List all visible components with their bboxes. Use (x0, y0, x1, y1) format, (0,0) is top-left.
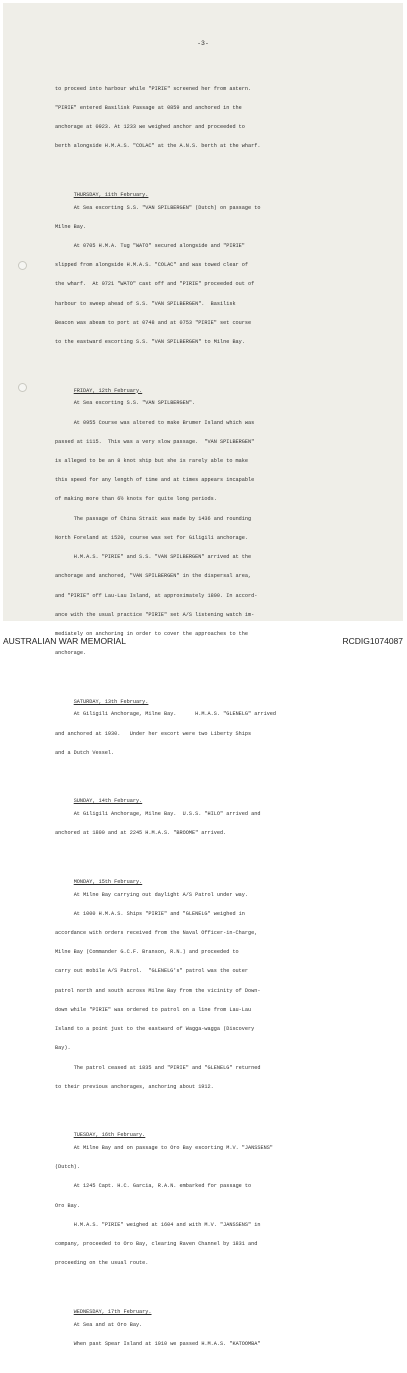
text-line: Beacon was abeam to port at 0748 and at 0753 "PIRIE" set course (55, 319, 252, 326)
entry-heading: SATURDAY, 13th February. (73, 698, 149, 705)
text-line: mediately on anchoring in order to cover the approaches to the (55, 630, 249, 637)
entry-heading: MONDAY, 15th February. (73, 878, 143, 885)
text-line: to the eastward escorting S.S. "VAN SPILBERGEN" to Milne Bay. (55, 339, 245, 346)
text-line: proceeding on the usual route. (55, 1260, 149, 1267)
text-line: accordance with orders received from the Naval Officer-in-Charge, (55, 930, 258, 936)
text-line: Oro Bay. (55, 1202, 80, 1209)
text-line: carry out mobile A/S Patrol. "GLENELG's" patrol was the outer (55, 968, 249, 975)
text-line: (Dutch). (55, 1164, 80, 1171)
text-line: anchorage. (55, 650, 87, 657)
text-line: When past Spear Island at 1010 we passed H.M.A.S. "KATOOMBA" (55, 1340, 261, 1347)
entry-heading: TUESDAY, 16th February. (73, 1132, 146, 1139)
text-line: At 1245 Capt. H.C. Garcia, R.A.N. embarked for passage to (55, 1183, 252, 1190)
text-line: the wharf. At 0721 "WATO" cast off and "PIRIE" proceeded out of (55, 281, 255, 288)
text-line: At Milne Bay and on passage to Oro Bay escorting M.V. "JANSSENS" (55, 1145, 273, 1151)
intro-paragraph (55, 73, 391, 163)
text-line: patrol north and south across Milne Bay from the vicinity of Down- (55, 987, 261, 994)
punch-hole-bottom (18, 383, 27, 392)
text-line: The passage of China Strait was made by 1436 and rounding (55, 515, 252, 522)
text-line: passed at 1115. This was a very slow passage. "VAN SPILBERGEN" (55, 438, 255, 445)
text-line: H.M.A.S. "PIRIE" and S.S. "VAN SPILBERGEN" arrived at the (55, 554, 252, 561)
text-line: anchored at 1800 and at 2245 H.M.A.S. "BROOME" arrived. (55, 830, 227, 837)
entry-heading: WEDNESDAY, 17th February. (73, 1308, 152, 1315)
text-line: is alleged to be an 8 knot ship but she is rarely able to make (55, 457, 249, 464)
text-line: At Sea escorting S.S. "VAN SPILBERGEN" (Dutch) on passage to (55, 204, 261, 211)
entry-thursday (55, 182, 391, 359)
text-line: The patrol ceased at 1835 and "PIRIE" and "GLENELG" returned (55, 1064, 261, 1071)
document-body (55, 60, 391, 1373)
text-line: At Sea and at Oro Bay. (55, 1321, 143, 1328)
entry-heading: FRIDAY, 12th February. (73, 387, 143, 394)
text-line: company, proceeded to Oro Bay, clearing Raven Channel by 1831 and (55, 1241, 258, 1248)
entry-heading: THURSDAY, 11th February. (73, 191, 149, 198)
archive-credit: AUSTRALIAN WAR MEMORIAL (3, 636, 126, 646)
text-line: At Sea escorting S.S. "VAN SPILBERGEN". (55, 400, 196, 407)
text-line: this speed for any length of time and at times appears incapable (55, 477, 255, 484)
text-line: North Foreland at 1520, course was set for Giligili anchorage. (55, 534, 249, 541)
entry-sunday (55, 788, 391, 849)
text-line: "PIRIE" entered Basilisk Passage at 0859 and anchored in the (55, 104, 242, 111)
text-line: Bay). (55, 1045, 71, 1052)
entry-monday (55, 869, 391, 1103)
text-line: At Milne Bay carrying out daylight A/S Patrol under way. (55, 891, 249, 898)
entry-tuesday (55, 1122, 391, 1279)
text-line: down while "PIRIE" was ordered to patrol on a line from Lau-Lau (55, 1006, 252, 1013)
text-line: berth alongside H.M.A.S. "COLAC" at the A.N.S. berth at the wharf. (55, 143, 261, 150)
punch-hole-top (18, 261, 27, 270)
entry-saturday (55, 689, 391, 769)
text-line: Island to a point just to the eastward of Wagga-wagga (Discovery (55, 1026, 255, 1033)
text-line: to their previous anchorages, anchoring about 1912. (55, 1083, 214, 1090)
text-line: slipped from alongside H.M.A.S. "COLAC" and was towed clear of (55, 262, 249, 269)
text-line: At Giligili Anchorage, Milne Bay. H.M.A.S. "GLENELG" arrived (55, 711, 277, 718)
text-line: and "PIRIE" off Lau-Lau Island, at approximately 1800. In accord- (55, 592, 258, 599)
text-line: Milne Bay. (55, 223, 87, 230)
entry-wednesday (55, 1299, 391, 1360)
text-line: and a Dutch Vessel. (55, 749, 115, 756)
text-line: and anchored at 1930. Under her escort were two Liberty Ships (55, 730, 252, 737)
text-line: At 1000 H.M.A.S. Ships "PIRIE" and "GLENELG" weighed in (55, 910, 245, 917)
text-line: H.M.A.S. "PIRIE" weighed at 1604 and with M.V. "JANSSENS" in (55, 1221, 261, 1228)
record-id: RCDIG1074087 (342, 636, 403, 646)
text-line: Milne Bay (Commander G.C.F. Branson, R.N.) and proceeded to (55, 949, 239, 956)
text-line: ance with the usual practice "PIRIE" set A/S listening watch im- (55, 611, 255, 618)
text-line: of making more than 6½ knots for quite long periods. (55, 496, 217, 503)
text-line: anchorage at 0923. At 1233 we weighed anchor and proceeded to (55, 124, 245, 131)
text-line: At Giligili Anchorage, Milne Bay. U.S.S. "HILO" arrived and (55, 811, 261, 818)
entry-heading: SUNDAY, 14th February. (73, 798, 143, 805)
text-line: anchorage and anchored, "VAN SPILBERGEN" in the dispersal area, (55, 573, 252, 580)
text-line: to proceed into harbour while "PIRIE" screened her from astern. (55, 85, 252, 92)
entry-friday (55, 378, 391, 670)
text-line: harbour to sweep ahead of S.S. "VAN SPILBERGEN". Basilisk (55, 300, 236, 307)
page-number: -3- (197, 40, 209, 47)
text-line: At 0955 Course was altered to make Brumer Island which was (55, 419, 255, 426)
text-line: At 0705 H.M.A. Tug "WATO" secured alongside and "PIRIE" (55, 242, 245, 249)
